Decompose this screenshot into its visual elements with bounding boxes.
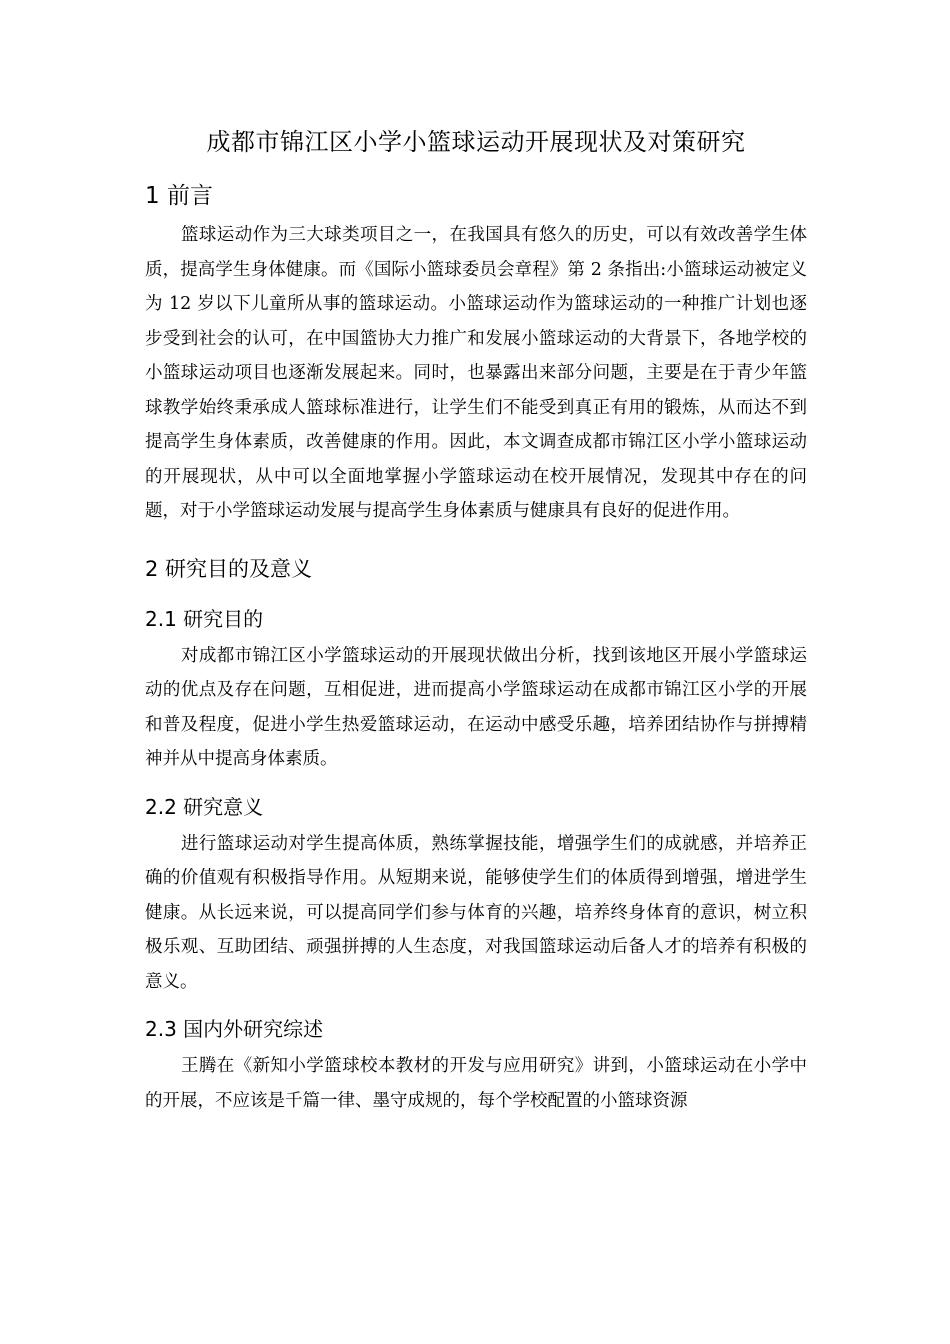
section-2-2-heading: 2.2 研究意义 <box>145 794 264 819</box>
section-2-2-paragraph: 进行篮球运动对学生提高体质，熟练掌握技能，增强学生们的成就感，并培养正确的价值观有积极指导作用。从短期来说，能够使学生们的体质得到增强，增进学生健康。从长远来说，可以提高同学们参与体育的兴趣，培养终身体育的意识，树立积极乐观、互助团结、顽强拼搏的人生态度，对我国篮球运动后备人才的培养有积极的意义。 <box>145 833 807 992</box>
section-2-1-heading: 2.1 研究目的 <box>145 606 264 631</box>
section-2-1-paragraph: 对成都市锦江区小学篮球运动的开展现状做出分析，找到该地区开展小学篮球运动的优点及存在问题，互相促进，进而提高小学篮球运动在成都市锦江区小学的开展和普及程度，促进小学生热爱篮球运动，在运动中感受乐趣，培养团结协作与拼搏精神并从中提高身体素质。 <box>145 645 807 769</box>
section-2-heading: 2 研究目的及意义 <box>145 556 313 581</box>
section-2-3-paragraph: 王腾在《新知小学篮球校本教材的开发与应用研究》讲到，小篮球运动在小学中的开展，不应该是千篇一律、墨守成规的，每个学校配置的小篮球资源 <box>145 1056 807 1111</box>
document-body <box>145 120 807 1118</box>
section-2-3-heading: 2.3 国内外研究综述 <box>145 1017 324 1041</box>
document-title: 成都市锦江区小学小篮球运动开展现状及对策研究 <box>206 128 746 156</box>
section-1-heading: 1 前言 <box>145 183 213 209</box>
section-1-paragraph: 篮球运动作为三大球类项目之一，在我国具有悠久的历史，可以有效改善学生体质，提高学生身体健康。而《国际小篮球委员会章程》第 2 条指出:小篮球运动被定义为 12 岁以下儿童所从事的篮球运动。小篮球运动作为篮球运动的一种推广计划也逐步受到社会的认可，在中国篮协大力推广和发展小篮球运动的大背景下，各地学校的小篮球运动项目也逐渐发展起来。同时，也暴露出来部分问题，主要是在于青少年篮球教学始终秉承成人篮球标准进行，让学生们不能受到真正有用的锻炼，从而达不到提高学生身体素质，改善健康的作用。因此，本文调查成都市锦江区小学小篮球运动的开展现状，从中可以全面地掌握小学篮球运动在校开展情况，发现其中存在的问题，对于小学篮球运动发展与提高学生身体素质与健康具有良好的促进作用。 <box>145 225 807 521</box>
